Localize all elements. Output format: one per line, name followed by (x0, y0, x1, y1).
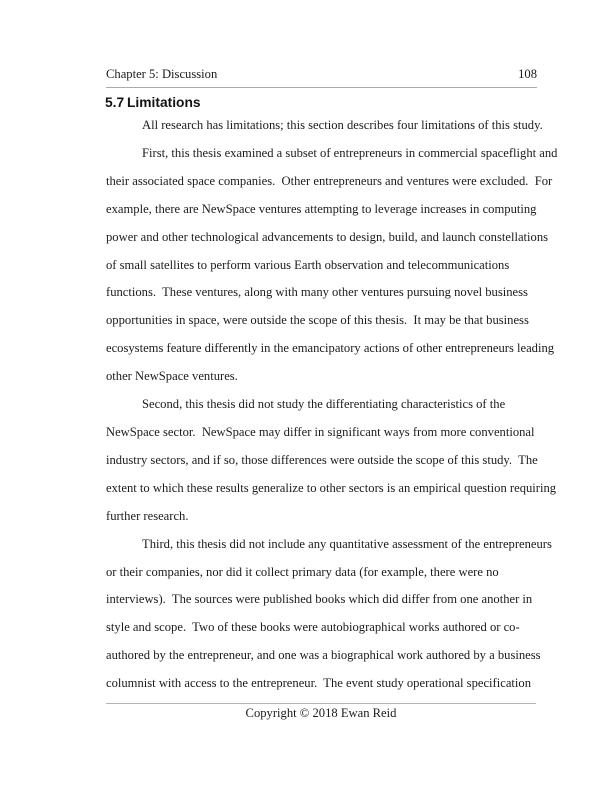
text-line: authored by the entrepreneur, and one was a biographical work authored by a business (106, 648, 541, 663)
text-line: power and other technological advancements to design, build, and launch constellations (106, 229, 549, 244)
body-text (106, 112, 558, 698)
text-line: of small satellites to perform various Earth observation and telecommunications (106, 257, 510, 272)
text-line: Second, this thesis did not study the differentiating characteristics of the (142, 397, 506, 412)
section-title: Limitations (127, 95, 201, 110)
header-rule (106, 87, 537, 88)
section-heading (105, 95, 201, 111)
text-line: interviews). The sources were published books which did differ from one another in (106, 592, 533, 607)
footer-copyright: Copyright © 2018 Ewan Reid (245, 706, 397, 720)
text-line: opportunities in space, were outside the scope of this thesis. It may be that business (106, 313, 529, 328)
page-header (106, 67, 537, 81)
text-line: other NewSpace ventures. (106, 369, 238, 384)
text-line: columnist with access to the entrepreneur. The event study operational specification (106, 676, 532, 691)
text-line: NewSpace sector. NewSpace may differ in significant ways from more conventional (106, 424, 535, 439)
text-line: style and scope. Two of these books were autobiographical works authored or co- (106, 620, 520, 635)
text-line: extent to which these results generalize to other sectors is an empirical question requiring (106, 480, 557, 495)
text-line: ecosystems feature differently in the emancipatory actions of other entrepreneurs leading (106, 341, 555, 356)
text-line: functions. These ventures, along with many other ventures pursuing novel business (106, 285, 528, 300)
text-line: First, this thesis examined a subset of entrepreneurs in commercial spaceflight and (142, 145, 558, 160)
text-line: example, there are NewSpace ventures attempting to leverage increases in computing (106, 201, 537, 216)
header-page-number: 108 (518, 67, 537, 81)
header-chapter-title: Chapter 5: Discussion (106, 67, 218, 81)
footer-rule (106, 703, 536, 704)
text-line: their associated space companies. Other entrepreneurs and ventures were excluded. For (106, 173, 553, 188)
section-number: 5.7 (105, 95, 125, 110)
text-line: Third, this thesis did not include any quantitative assessment of the entrepreneurs (142, 536, 552, 551)
text-line: further research. (106, 508, 189, 523)
text-line: industry sectors, and if so, those differences were outside the scope of this study. The (106, 452, 538, 467)
text-line: or their companies, nor did it collect primary data (for example, there were no (106, 564, 499, 579)
text-line: All research has limitations; this section describes four limitations of this study. (142, 118, 543, 132)
